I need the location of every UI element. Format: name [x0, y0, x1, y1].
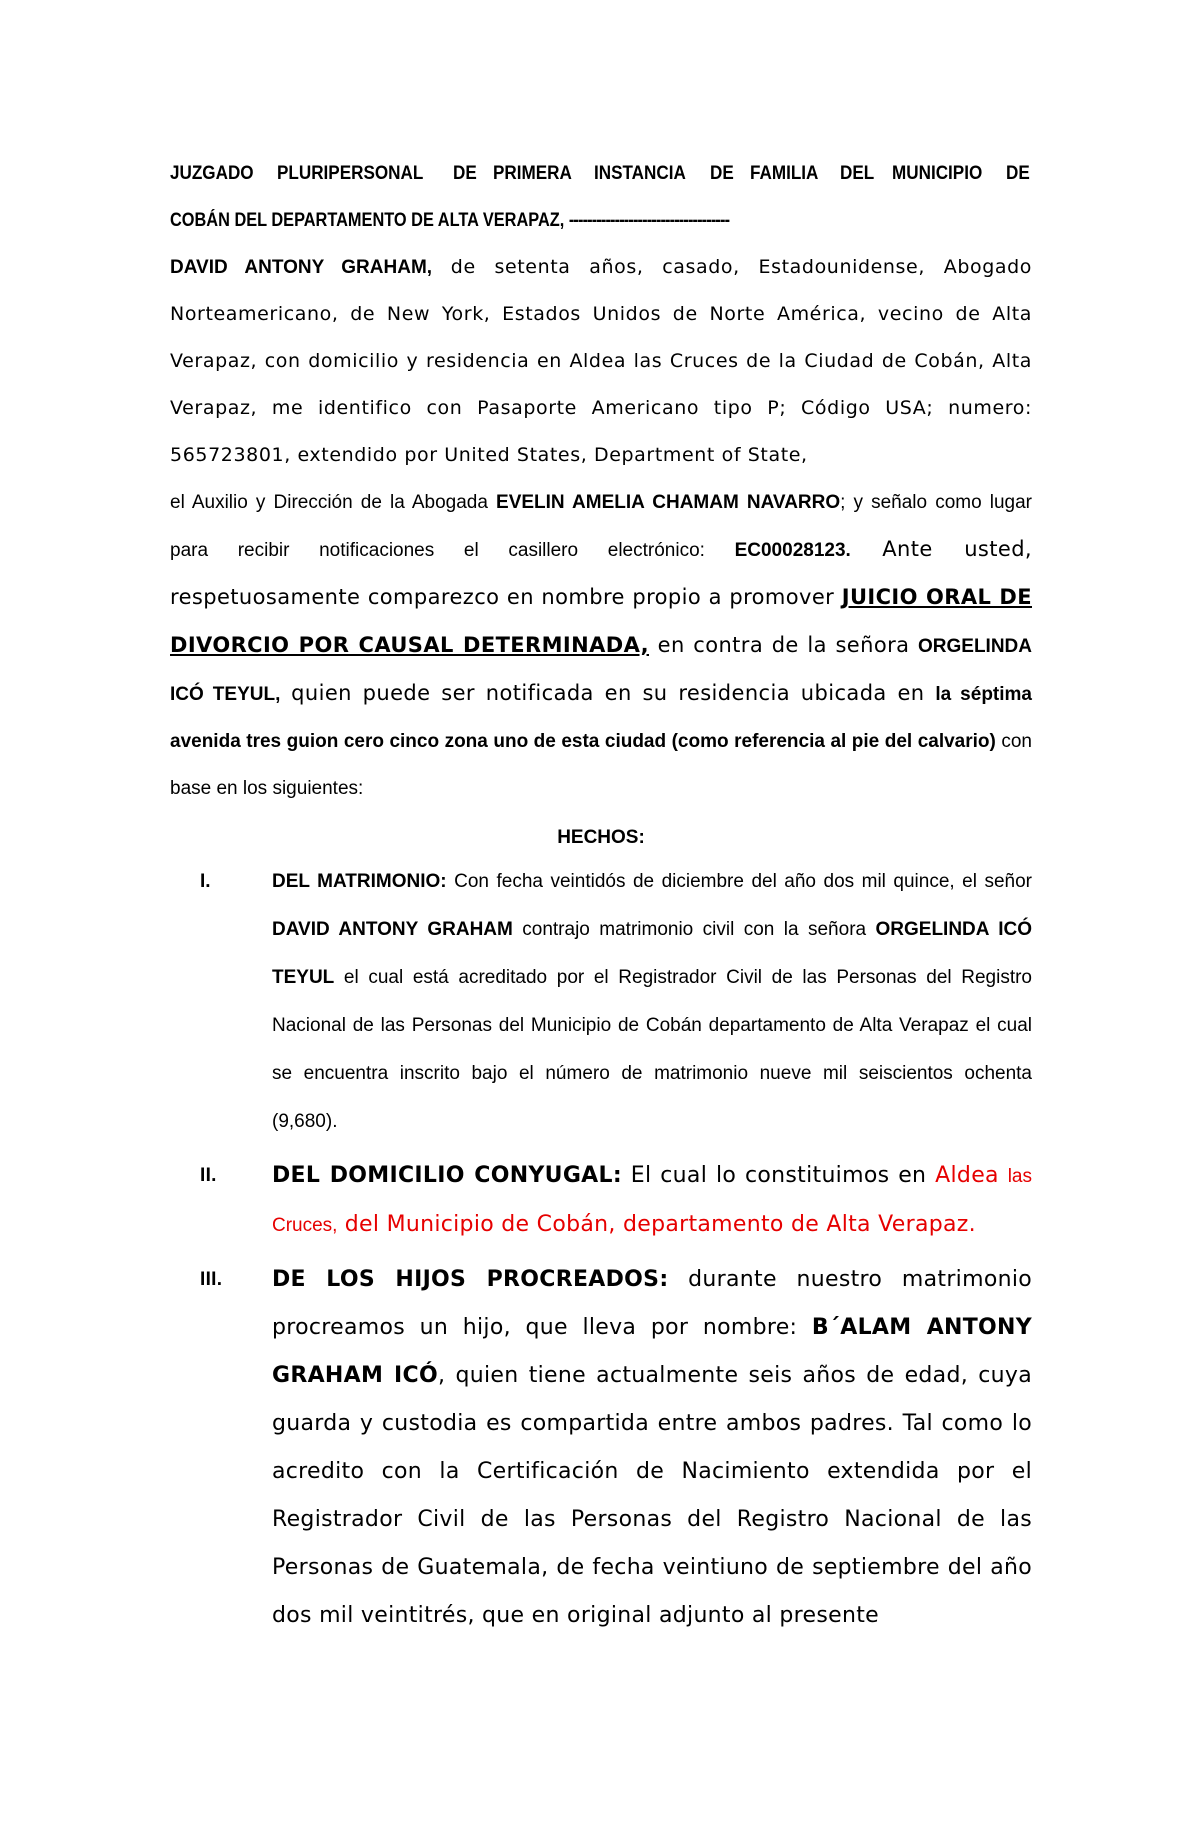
- intro-text: ; y señalo como lugar para recibir notificaciones el casillero electrónico:: [170, 492, 1033, 561]
- court-header-line-2: [170, 197, 1032, 244]
- intro-text: de setenta años, casado, Estadounidense, Abogado Norteamericano, de New York, Estados Unidos de Norte América, vecino de Alta Verapaz, con domicilio y residencia en Aldea las Cruces de la Ciudad de Cobán, Alta Verapaz, me identifico con Pasaporte Americano tipo P; Código USA; numero: 565723801, extendido por United States, Department of State,: [170, 256, 1032, 466]
- fact-item-2: [170, 1152, 1032, 1250]
- header-word: PLURIPERSONAL: [276, 163, 423, 184]
- lawsuit-type: JUICIO ORAL DE DIVORCIO POR CAUSAL DETERMINADA,: [170, 585, 1032, 657]
- highlighted-text: del Municipio de Cobán, departamento de Alta Verapaz.: [337, 1212, 976, 1237]
- intro-text: el Auxilio y Dirección de la Abogada: [170, 492, 497, 513]
- item-text: contrajo matrimonio civil con la señora: [512, 919, 876, 940]
- header-word: DE: [710, 163, 734, 184]
- intro-text: con base en los siguientes:: [170, 731, 1032, 799]
- child-name: B´ALAM ANTONY GRAHAM ICÓ: [272, 1315, 1032, 1388]
- header-word: DE: [452, 163, 477, 184]
- item-text: durante nuestro matrimonio procreamos un hijo, que lleva por nombre:: [272, 1267, 1032, 1340]
- electronic-box: EC00028123.: [734, 540, 851, 561]
- item-number: III.: [200, 1269, 223, 1290]
- person-name: ORGELINDA ICÓ TEYUL: [272, 919, 1032, 988]
- court-header-line-1: [170, 150, 1032, 197]
- highlighted-text: las Cruces,: [272, 1166, 1032, 1236]
- header-word: INSTANCIA: [594, 163, 687, 184]
- intro-paragraph: [170, 244, 1032, 479]
- section-title: HECHOS:: [557, 827, 645, 848]
- header-word: DE: [1005, 163, 1030, 184]
- item-text: , quien tiene actualmente seis años de edad, cuya guarda y custodia es compartida entre ambos padres. Tal como lo acredito con la Certificación de Nacimiento extendida por el Registrador Civil de las Personas del Registro Nacional de las Personas de Guatemala, de fecha veintiuno de septiembre del año dos mil veintitrés, que en original adjunto al presente: [272, 1363, 1032, 1628]
- item-number: II.: [200, 1165, 217, 1186]
- header-word: FAMILIA: [750, 163, 819, 184]
- intro-paragraph-cont: [170, 479, 1032, 812]
- intro-text: quien puede ser notificada en su residencia ubicada en: [280, 681, 936, 705]
- intro-text: en contra de la señora: [649, 633, 918, 657]
- header-word: JUZGADO: [170, 163, 254, 184]
- fact-item-1: [170, 858, 1032, 1146]
- lawyer-name: EVELIN AMELIA CHAMAM NAVARRO: [496, 492, 841, 513]
- item-text: el cual está acreditado por el Registrador Civil de las Personas del Registro Nacional de las Personas del Municipio de Cobán departamento de Alta Verapaz el cual se encuentra inscrito bajo el número de matrimonio nueve mil seiscientos ochenta (9,680).: [272, 967, 1032, 1132]
- item-text: Con fecha veintidós de diciembre del año dos mil quince, el señor: [446, 871, 1032, 892]
- header-word: MUNICIPIO: [891, 163, 982, 184]
- header-dashes: -----------------------------------: [568, 210, 730, 231]
- item-title: DEL DOMICILIO CONYUGAL:: [272, 1163, 622, 1188]
- document-body: [170, 150, 1032, 1640]
- fact-item-3: [170, 1256, 1032, 1640]
- header-word: DEL: [839, 163, 875, 184]
- plaintiff-name: DAVID ANTONY GRAHAM,: [170, 257, 433, 278]
- court-header-text: COBÁN DEL DEPARTAMENTO DE ALTA VERAPAZ,: [170, 210, 565, 231]
- item-text: El cual lo constituimos en: [621, 1163, 936, 1188]
- defendant-address: la séptima avenida tres guion cero cinco zona uno de esta ciudad (como referencia al pie del calvario): [170, 684, 1032, 752]
- intro-text: Ante usted, respetuosamente comparezco en nombre propio a promover: [170, 537, 1032, 609]
- highlighted-text: Aldea: [935, 1163, 999, 1188]
- item-title: DE LOS HIJOS PROCREADOS:: [272, 1267, 669, 1292]
- person-name: DAVID ANTONY GRAHAM: [272, 919, 513, 940]
- header-word: PRIMERA: [493, 163, 572, 184]
- item-title: DEL MATRIMONIO:: [272, 871, 447, 892]
- defendant-name: ORGELINDA ICÓ TEYUL,: [170, 636, 1032, 705]
- item-number: I.: [200, 871, 211, 892]
